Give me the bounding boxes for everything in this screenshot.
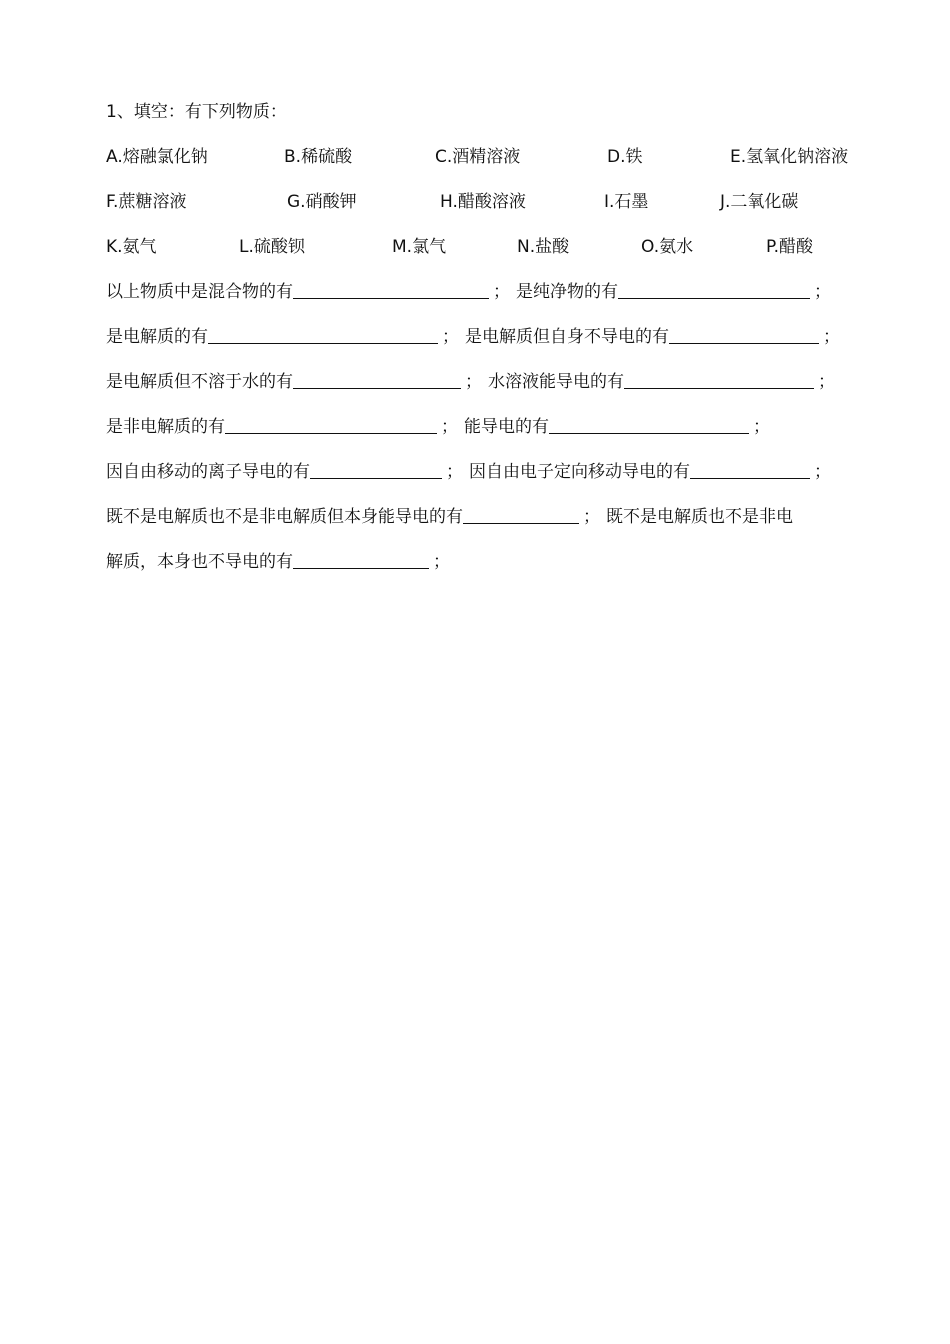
prompt-pure: 是纯净物的有 [516,282,618,302]
option-p: P.醋酸 [766,237,814,257]
question-line-1 [106,279,866,305]
prompt-neither-not-conductive-part2: 解质，本身也不导电的有 [106,552,293,572]
prompt-electrolyte: 是电解质的有 [106,327,208,347]
answer-blank-electron-conductive[interactable] [690,460,810,479]
prompt-aqueous-conductive: 水溶液能导电的有 [488,372,624,392]
option-g: G.硝酸钾 [287,192,357,212]
answer-blank-aqueous-conductive[interactable] [624,370,814,389]
option-l: L.硫酸钡 [239,237,305,257]
answer-blank-electrolyte-not-conductive[interactable] [669,325,819,344]
separator: ； [442,327,459,347]
answer-blank-neither-not-conductive[interactable] [293,550,429,569]
question-line-6 [106,504,866,530]
question-line-2 [106,324,866,350]
prompt-electrolyte-insoluble: 是电解质但不溶于水的有 [106,372,293,392]
separator: ； [583,507,600,527]
prompt-ion-conductive: 因自由移动的离子导电的有 [106,462,310,482]
separator: ； [465,372,482,392]
question-line-4 [106,414,866,440]
separator: ； [446,462,463,482]
answer-blank-neither-but-conductive[interactable] [463,505,579,524]
option-k: K.氨气 [106,237,157,257]
separator: ； [493,282,510,302]
prompt-electrolyte-not-conductive: 是电解质但自身不导电的有 [465,327,669,347]
option-d: D.铁 [607,147,643,167]
separator: ； [814,462,831,482]
separator: ； [814,282,831,302]
separator: ； [823,327,840,347]
option-j: J.二氧化碳 [720,192,799,212]
separator: ； [433,552,450,572]
prompt-non-electrolyte: 是非电解质的有 [106,417,225,437]
question-title: 1、填空：有下列物质： [106,102,287,122]
option-m: M.氯气 [392,237,447,257]
answer-blank-ion-conductive[interactable] [310,460,442,479]
prompt-neither-but-conductive: 既不是电解质也不是非电解质但本身能导电的有 [106,507,463,527]
option-o: O.氨水 [641,237,694,257]
options-row-3 [0,234,950,260]
question-line-7 [106,549,866,575]
question-line-3 [106,369,866,395]
answer-blank-pure[interactable] [618,280,810,299]
separator: ； [441,417,458,437]
answer-blank-conductive[interactable] [549,415,749,434]
option-e: E.氢氧化钠溶液 [730,147,849,167]
options-row-2 [0,189,950,215]
answer-blank-non-electrolyte[interactable] [225,415,437,434]
answer-blank-electrolyte-insoluble[interactable] [293,370,461,389]
question-line-5 [106,459,866,485]
option-f: F.蔗糖溶液 [106,192,187,212]
options-row-1 [0,144,950,170]
option-c: C.酒精溶液 [435,147,521,167]
prompt-neither-not-conductive-part1: 既不是电解质也不是非电 [606,507,793,527]
option-a: A.熔融氯化钠 [106,147,208,167]
prompt-conductive: 能导电的有 [464,417,549,437]
prompt-mixture: 以上物质中是混合物的有 [106,282,293,302]
prompt-electron-conductive: 因自由电子定向移动导电的有 [469,462,690,482]
option-h: H.醋酸溶液 [440,192,526,212]
answer-blank-electrolyte[interactable] [208,325,438,344]
separator: ； [753,417,770,437]
option-n: N.盐酸 [517,237,570,257]
answer-blank-mixture[interactable] [293,280,489,299]
separator: ； [818,372,835,392]
option-b: B.稀硫酸 [284,147,353,167]
option-i: I.石墨 [604,192,649,212]
